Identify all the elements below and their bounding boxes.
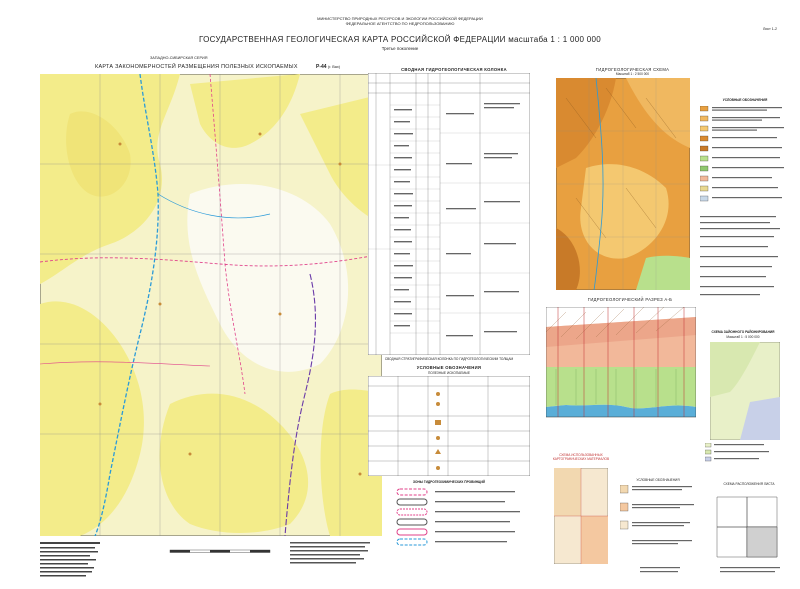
central-table-title: СВОДНАЯ ГИДРОГЕОЛОГИЧЕСКАЯ КОЛОНКА — [401, 67, 507, 72]
scale-bar — [170, 550, 270, 553]
ministry-line-1: МИНИСТЕРСТВО ПРИРОДНЫХ РЕСУРСОВ И ЭКОЛОГИИ РОССИЙСКОЙ ФЕДЕРАЦИИ — [317, 16, 483, 21]
main-map[interactable] — [40, 74, 382, 536]
bottom-right-scheme-title: СХЕМА РАСПОЛОЖЕНИЯ ЛИСТА — [723, 482, 775, 486]
page-title: ГОСУДАРСТВЕННАЯ ГЕОЛОГИЧЕСКАЯ КАРТА РОССИЙСКОЙ ФЕДЕРАЦИИ масштаба 1 : 1 000 000 — [198, 35, 602, 44]
central-table-footer: СВОДНАЯ СТРАТИГРАФИЧЕСКАЯ КОЛОНКА ПО ГИДРОГЕОЛОГИЧЕСКИМ ТОЛЩАМ — [384, 357, 514, 361]
hydro-scheme-title: ГИДРОГЕОЛОГИЧЕСКАЯ СХЕМА — [595, 67, 670, 72]
ministry-line-2: ФЕДЕРАЛЬНОЕ АГЕНТСТВО ПО НЕДРОПОЛЬЗОВАНИЮ — [345, 21, 455, 26]
cross-section[interactable] — [546, 307, 696, 427]
ministry-header — [0, 16, 800, 26]
bottom-center-legend — [620, 485, 700, 555]
hydro-legend — [700, 106, 790, 298]
map-footer — [40, 540, 382, 585]
zones-title: ЗОНЫ ГИДРОГЕОХИМИЧЕСКИХ ПРОВИНЦИЙ — [413, 480, 485, 484]
right-scheme-map — [710, 342, 780, 440]
bottom-center-legend-title: УСЛОВНЫЕ ОБОЗНАЧЕНИЯ — [636, 478, 680, 482]
bottom-right-scheme-map — [712, 492, 782, 562]
hydro-column-table — [368, 73, 530, 355]
map-code-value: P-44 — [316, 64, 327, 70]
main-map-title: КАРТА ЗАКОНОМЕРНОСТЕЙ РАЗМЕЩЕНИЯ ПОЛЕЗНЫХ ИСКОПАЕМЫХ — [95, 64, 298, 70]
map-code-suffix: (г. Вах) — [327, 65, 341, 69]
sheet-number: Лист 1-2 — [763, 27, 778, 31]
cross-section-title: ГИДРОГЕОЛОГИЧЕСКИЙ РАЗРЕЗ А-Б — [587, 297, 673, 302]
footer-credits — [640, 565, 790, 581]
right-scheme-legend — [705, 443, 785, 473]
right-scheme-title: СХЕМА ЗАЙОННОГО РАЙОНИРОВАНИЯ — [711, 330, 775, 334]
edition-label: Третье поколение — [381, 46, 419, 51]
series-label: ЗАПАДНО-СИБИРСКАЯ СЕРИЯ — [150, 56, 208, 60]
hydro-scheme-map[interactable] — [556, 78, 690, 290]
hydro-scheme-scale: Масштаб 1 : 2 500 000 — [615, 72, 650, 76]
right-scheme-scale: Масштаб 1 : 5 000 000 — [726, 335, 760, 339]
section-layer-bottom — [546, 405, 696, 417]
section-layer-middle — [546, 367, 696, 408]
zones-legend — [395, 487, 535, 547]
bottom-center-scheme-title: СХЕМА ИСПОЛЬЗОВАННЫХ КАРТОГРАФИЧЕСКИХ МАТЕРИАЛОВ — [552, 453, 610, 461]
hydro-legend-title: УСЛОВНЫЕ ОБОЗНАЧЕНИЯ — [722, 98, 768, 102]
legend-subtitle: ПОЛЕЗНЫЕ ИСКОПАЕМЫЕ — [428, 371, 470, 375]
legend-title: УСЛОВНЫЕ ОБОЗНАЧЕНИЯ — [416, 365, 482, 370]
map-code — [316, 64, 340, 70]
credits-line-1 — [40, 542, 100, 544]
legend-table — [368, 376, 530, 476]
bottom-center-scheme-map — [554, 468, 608, 564]
